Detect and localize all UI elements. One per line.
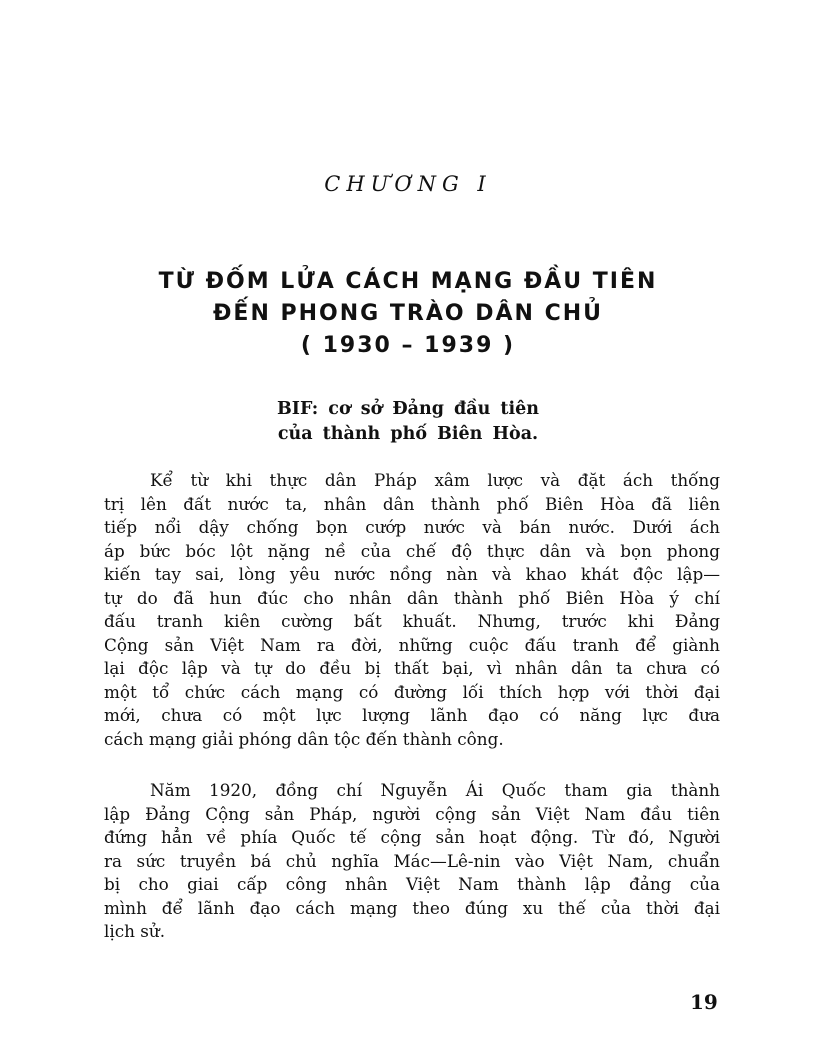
paragraph-line: lịch sử. xyxy=(104,921,166,941)
paragraph-line: trị lên đất nước ta, nhân dân thành phố Biên Hòa đã liên xyxy=(104,493,720,514)
paragraph-line: lập Đảng Cộng sản Pháp, người cộng sản Việt Nam đầu tiên xyxy=(104,803,720,824)
paragraph-line: tiếp nổi dậy chống bọn cướp nước và bán nước. Dưới ách xyxy=(104,517,720,537)
section-subtitle xyxy=(0,397,816,447)
paragraph-line: Cộng sản Việt Nam ra đời, những cuộc đấu tranh để giành xyxy=(104,634,720,655)
chapter-title xyxy=(0,266,816,362)
paragraph-line: bị cho giai cấp công nhân Việt Nam thành lập đảng của xyxy=(104,874,720,894)
page-number: 19 xyxy=(690,990,718,1014)
paragraph-2 xyxy=(104,779,720,944)
paragraph-line: mình để lãnh đạo cách mạng theo đúng xu thế của thời đại xyxy=(104,897,720,918)
paragraph-line: đứng hẳn về phía Quốc tế cộng sản hoạt động. Từ đó, Người xyxy=(104,827,720,847)
paragraph-line: kiến tay sai, lòng yêu nước nồng nàn và khao khát độc lập— xyxy=(104,564,720,584)
paragraph-line: Kể từ khi thực dân Pháp xâm lược và đặt ách thống xyxy=(150,470,720,490)
paragraph-line: ra sức truyền bá chủ nghĩa Mác—Lê-nin vào Việt Nam, chuẩn xyxy=(104,850,720,871)
paragraph-line: áp bức bóc lột nặng nề của chế độ thực dân và bọn phong xyxy=(104,540,720,561)
chapter-title-years: ( 1930 – 1939 ) xyxy=(300,333,516,358)
paragraph-line: một tổ chức cách mạng có đường lối thích hợp với thời đại xyxy=(104,681,720,702)
paragraph-line: lại độc lập và tự do đều bị thất bại, vì nhân dân ta chưa có xyxy=(104,658,720,678)
chapter-title-line-1: TỪ ĐỐM LỬA CÁCH MẠNG ĐẦU TIÊN xyxy=(158,269,658,294)
section-subtitle-line-1: BIF: cơ sở Đảng đầu tiên xyxy=(276,399,540,419)
paragraph-line: cách mạng giải phóng dân tộc đến thành công. xyxy=(104,728,504,749)
chapter-title-line-2: ĐẾN PHONG TRÀO DÂN CHỦ xyxy=(212,301,604,326)
paragraph-line: đấu tranh kiên cường bất khuất. Nhưng, trước khi Đảng xyxy=(104,611,720,631)
paragraph-line: Năm 1920, đồng chí Nguyễn Ái Quốc tham gia thành xyxy=(150,780,720,800)
section-subtitle-line-2: của thành phố Biên Hòa. xyxy=(277,424,539,444)
chapter-heading: CHƯƠNG I xyxy=(324,172,492,196)
paragraph-line: tự do đã hun đúc cho nhân dân thành phố Biên Hòa ý chí xyxy=(104,587,720,608)
paragraph-line: mới, chưa có một lực lượng lãnh đạo có năng lực đưa xyxy=(104,705,720,725)
paragraph-1 xyxy=(104,469,720,751)
